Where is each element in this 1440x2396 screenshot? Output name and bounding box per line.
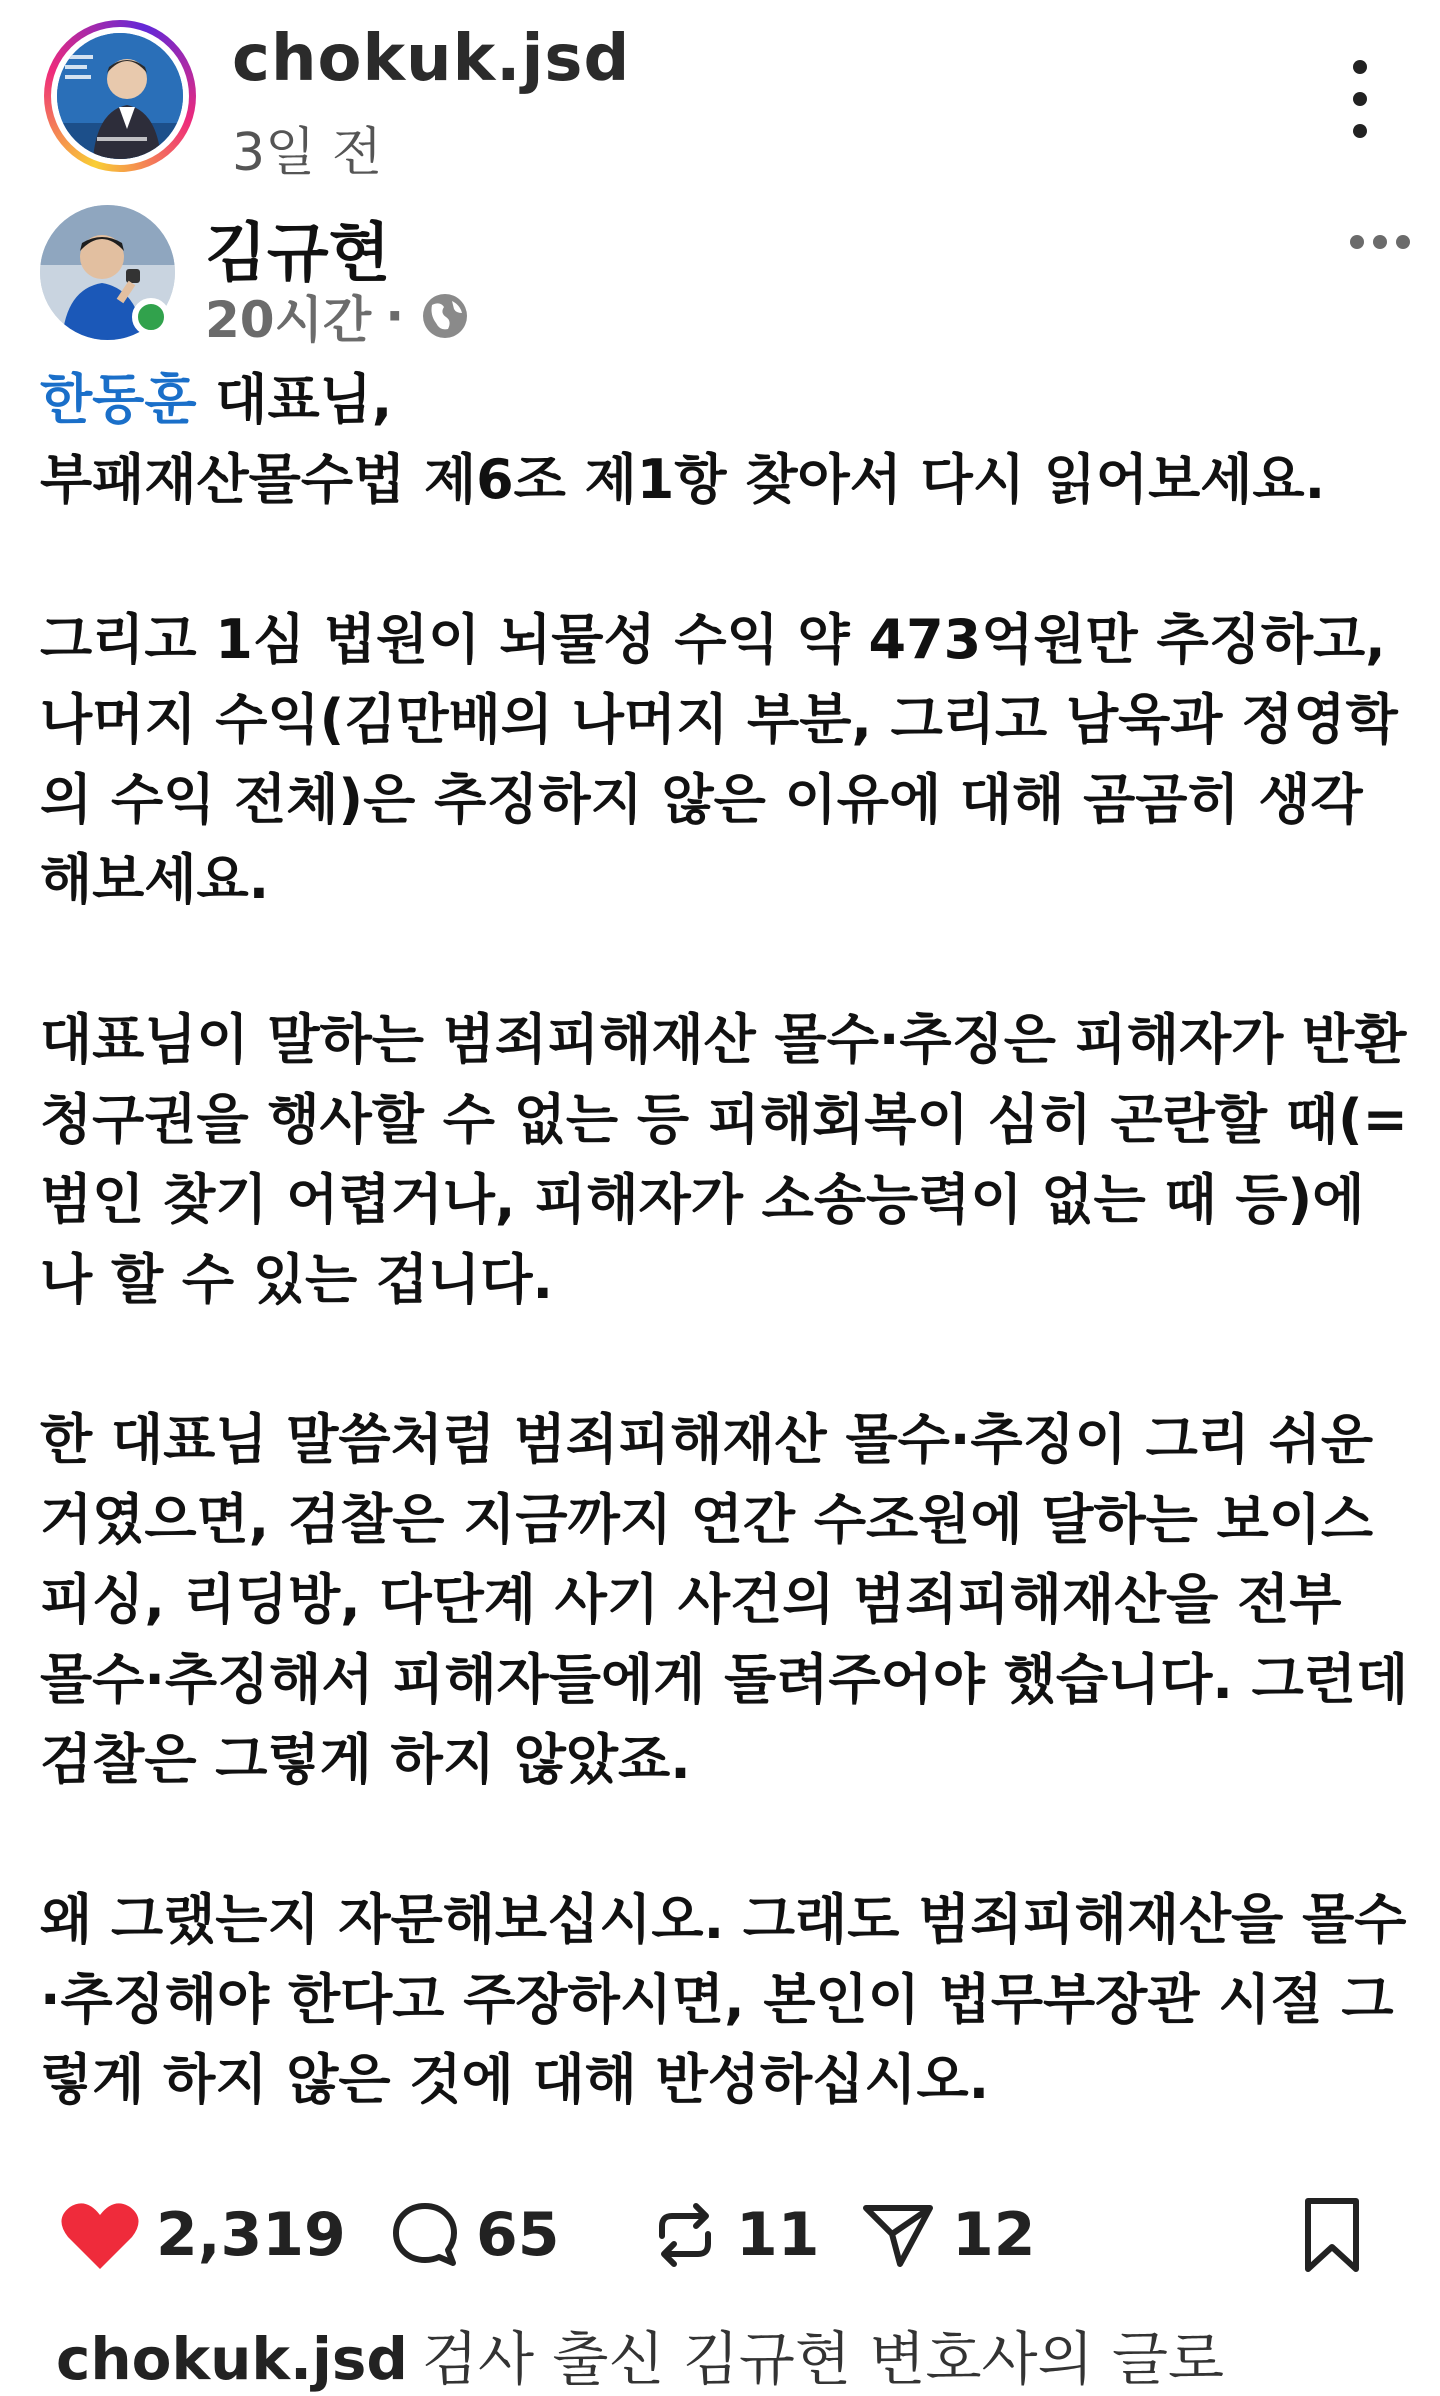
comment-count: 65 bbox=[476, 2200, 560, 2270]
post-caption bbox=[56, 2312, 1224, 2396]
post-paragraph: 대표님이 말하는 범죄피해재산 몰수·추징은 피해자가 반환청구권을 행사할 수 없는 등 피해회복이 심히 곤란할 때(=범인 찾기 어렵거나, 피해자가 소송능력이 없는 때 등)에나 할 수 있는 겁니다. bbox=[40, 1008, 1408, 1311]
heart-icon bbox=[60, 2199, 140, 2271]
shared-post-meta bbox=[205, 280, 472, 352]
repost-button[interactable] bbox=[650, 2185, 820, 2285]
comment-icon bbox=[390, 2200, 460, 2270]
dot bbox=[1353, 92, 1367, 106]
action-bar bbox=[60, 2185, 1400, 2285]
repost-count: 11 bbox=[736, 2200, 820, 2270]
dot bbox=[1396, 235, 1410, 249]
paragraph-text: 대표님, 부패재산몰수법 제6조 제1항 찾아서 다시 읽어보세요. bbox=[40, 368, 1326, 511]
bookmark-icon bbox=[1300, 2195, 1364, 2275]
post-paragraph: 그리고 1심 법원이 뇌물성 수익 약 473억원만 추징하고, 나머지 수익(김만배의 나머지 부분, 그리고 남욱과 정영학의 수익 전체)은 추징하지 않은 이유에 대해 곰곰히 생각해보세요. bbox=[40, 608, 1398, 911]
more-vertical-icon[interactable] bbox=[1340, 60, 1380, 150]
meta-separator: · bbox=[385, 287, 405, 345]
save-button[interactable] bbox=[1300, 2185, 1364, 2285]
share-count: 12 bbox=[952, 2200, 1036, 2270]
shared-post-author[interactable]: 김규현 bbox=[205, 217, 391, 291]
like-button[interactable] bbox=[60, 2185, 346, 2285]
more-horizontal-icon[interactable] bbox=[1350, 232, 1410, 252]
post-paragraph: 왜 그랬는지 자문해보십시오. 그래도 범죄피해재산을 몰수·추징해야 한다고 주장하시면, 본인이 법무부장관 시절 그렇게 하지 않은 것에 대해 반성하십시오. bbox=[40, 1888, 1407, 2111]
shared-post-time: 20시간 bbox=[205, 291, 372, 349]
dot bbox=[1353, 124, 1367, 138]
share-icon bbox=[860, 2200, 936, 2270]
comment-button[interactable] bbox=[390, 2185, 560, 2285]
dot bbox=[1373, 235, 1387, 249]
caption-text: 검사 출신 김규현 변호사의 글로 bbox=[421, 2325, 1225, 2393]
profile-avatar bbox=[57, 33, 183, 159]
mention-link[interactable]: 한동훈 bbox=[40, 368, 197, 431]
profile-avatar-ring[interactable] bbox=[44, 20, 196, 172]
post-username[interactable]: chokuk.jsd bbox=[232, 22, 631, 96]
dot bbox=[1350, 235, 1364, 249]
share-button[interactable] bbox=[860, 2185, 1036, 2285]
post-paragraph bbox=[40, 360, 1410, 520]
avatar-ring-gap bbox=[51, 27, 189, 165]
globe-icon bbox=[418, 289, 472, 343]
post-timestamp: 3일 전 bbox=[232, 123, 383, 183]
dot bbox=[1353, 60, 1367, 74]
like-count: 2,319 bbox=[156, 2200, 346, 2270]
post-paragraph: 한 대표님 말씀처럼 범죄피해재산 몰수·추징이 그리 쉬운 거였으면, 검찰은 지금까지 연간 수조원에 달하는 보이스피싱, 리딩방, 다단계 사기 사건의 범죄피해재산을 전부 몰수·추징해서 피해자들에게 돌려주어야 했습니다. 그런데 검찰은 그렇게 하지 않았죠. bbox=[40, 1408, 1409, 1791]
shared-post-body bbox=[40, 360, 1410, 2120]
online-status-indicator bbox=[132, 298, 170, 336]
caption-username[interactable]: chokuk.jsd bbox=[56, 2325, 408, 2393]
repost-icon bbox=[650, 2200, 720, 2270]
